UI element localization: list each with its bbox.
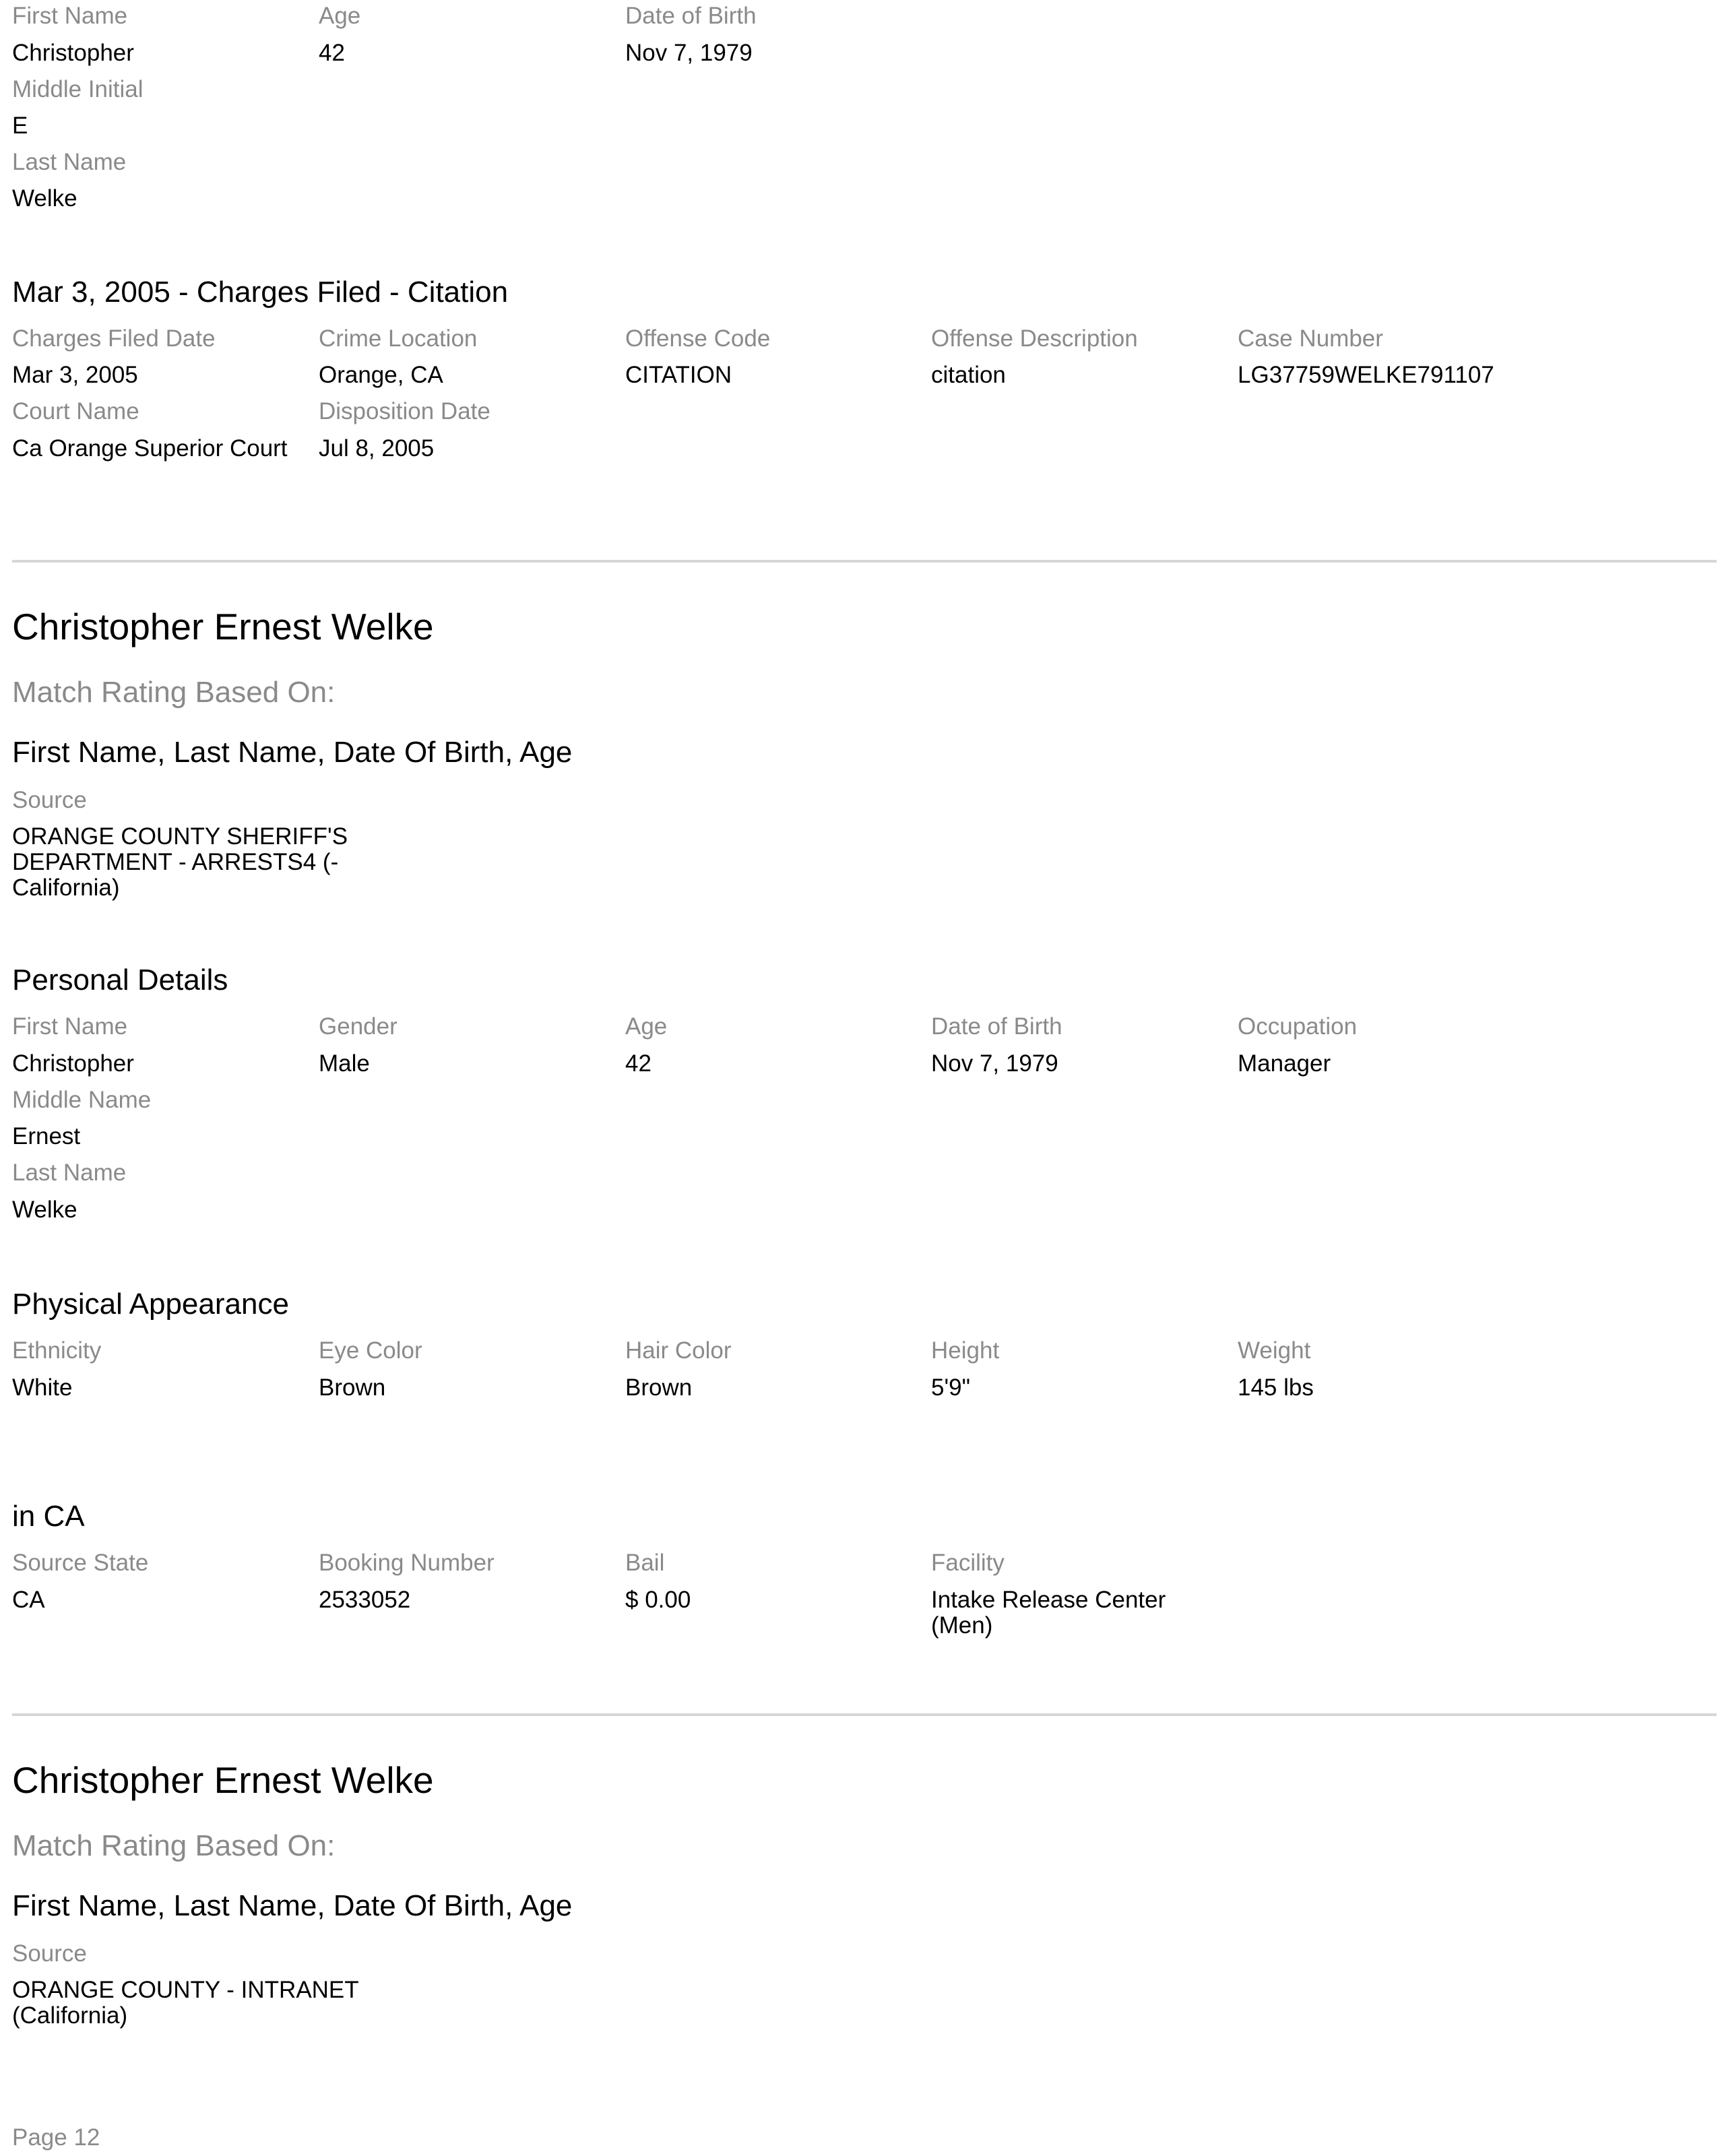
personal-details-title: Personal Details	[12, 963, 228, 996]
court-name-value: Ca Orange Superior Court	[12, 435, 288, 462]
middle-name-value: Ernest	[12, 1123, 81, 1149]
occupation-label: Occupation	[1238, 1013, 1358, 1040]
first-name-label: First Name	[12, 1013, 128, 1040]
case-number-value: LG37759WELKE791107	[1238, 362, 1494, 388]
hair-color-label: Hair Color	[625, 1337, 732, 1364]
first-name-value: Christopher	[12, 40, 134, 66]
offense-description-value: citation	[931, 362, 1006, 388]
age-label: Age	[319, 3, 361, 29]
charges-filed-date-value: Mar 3, 2005	[12, 362, 138, 388]
gender-label: Gender	[319, 1013, 397, 1040]
height-label: Height	[931, 1337, 1000, 1364]
offense-description-label: Offense Description	[931, 325, 1138, 352]
last-name-label: Last Name	[12, 149, 127, 175]
middle-initial-value: E	[12, 113, 28, 139]
charges-filed-date-label: Charges Filed Date	[12, 325, 216, 352]
booking-title: in CA	[12, 1500, 85, 1533]
offense-code-label: Offense Code	[625, 325, 771, 352]
match-rating-label: Match Rating Based On:	[12, 1829, 336, 1862]
page-number: Page 12	[12, 2124, 100, 2151]
disposition-date-label: Disposition Date	[319, 398, 490, 424]
age-value: 42	[319, 40, 345, 66]
match-rating-value: First Name, Last Name, Date Of Birth, Age	[12, 1889, 573, 1922]
hair-color-value: Brown	[625, 1374, 693, 1401]
source-label: Source	[12, 1940, 87, 1967]
facility-value: Intake Release Center (Men)	[931, 1587, 1166, 1639]
ethnicity-label: Ethnicity	[12, 1337, 102, 1364]
crime-location-label: Crime Location	[319, 325, 478, 352]
last-name-value: Welke	[12, 185, 77, 212]
charge-title: Mar 3, 2005 - Charges Filed - Citation	[12, 276, 509, 309]
match-rating-label: Match Rating Based On:	[12, 676, 336, 709]
last-name-value: Welke	[12, 1197, 77, 1223]
source-label: Source	[12, 787, 87, 813]
weight-label: Weight	[1238, 1337, 1311, 1364]
dob-label: Date of Birth	[625, 3, 757, 29]
crime-location-value: Orange, CA	[319, 362, 443, 388]
source-state-label: Source State	[12, 1550, 149, 1576]
case-number-label: Case Number	[1238, 325, 1383, 352]
bail-label: Bail	[625, 1550, 665, 1576]
dob-value: Nov 7, 1979	[931, 1050, 1058, 1077]
booking-number-label: Booking Number	[319, 1550, 495, 1576]
eye-color-value: Brown	[319, 1374, 386, 1401]
section-divider	[12, 560, 1717, 563]
occupation-value: Manager	[1238, 1050, 1331, 1077]
match-rating-value: First Name, Last Name, Date Of Birth, Age	[12, 736, 573, 769]
physical-appearance-title: Physical Appearance	[12, 1288, 289, 1321]
gender-value: Male	[319, 1050, 370, 1077]
middle-initial-label: Middle Initial	[12, 76, 144, 102]
height-value: 5'9"	[931, 1374, 971, 1401]
age-value: 42	[625, 1050, 651, 1077]
booking-number-value: 2533052	[319, 1587, 411, 1613]
source-state-value: CA	[12, 1587, 45, 1613]
age-label: Age	[625, 1013, 668, 1040]
weight-value: 145 lbs	[1238, 1374, 1314, 1401]
section-divider	[12, 1713, 1717, 1716]
last-name-label: Last Name	[12, 1160, 127, 1186]
ethnicity-value: White	[12, 1374, 73, 1401]
source-value: ORANGE COUNTY - INTRANET (California)	[12, 1977, 359, 2029]
eye-color-label: Eye Color	[319, 1337, 422, 1364]
offense-code-value: CITATION	[625, 362, 732, 388]
disposition-date-value: Jul 8, 2005	[319, 435, 435, 462]
bail-value: $ 0.00	[625, 1587, 691, 1613]
source-value: ORANGE COUNTY SHERIFF'S DEPARTMENT - ARRESTS4 (-California)	[12, 823, 348, 901]
first-name-label: First Name	[12, 3, 128, 29]
dob-value: Nov 7, 1979	[625, 40, 753, 66]
court-name-label: Court Name	[12, 398, 139, 424]
record-name: Christopher Ernest Welke	[12, 606, 434, 647]
dob-label: Date of Birth	[931, 1013, 1062, 1040]
first-name-value: Christopher	[12, 1050, 134, 1077]
middle-name-label: Middle Name	[12, 1087, 152, 1113]
record-name: Christopher Ernest Welke	[12, 1759, 434, 1801]
facility-label: Facility	[931, 1550, 1005, 1576]
